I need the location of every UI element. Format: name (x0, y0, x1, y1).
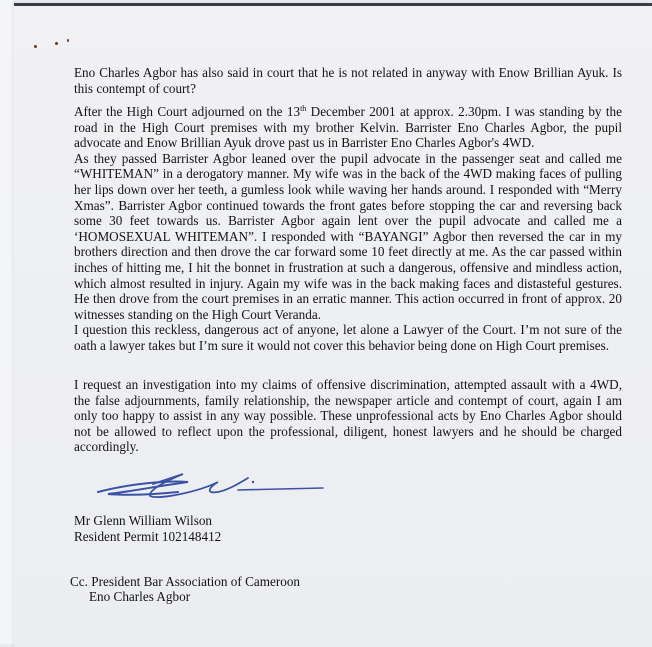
paragraph-events: As they passed Barrister Agbor leaned over the pupil advocate in the passenger seat and called me “WHITEMAN” in a derogatory manner. My wife was in the back of the 4WD making faces of pulling her lips down over her teeth, a gumless look while waving her hands around. I responded with “Merry Xmas”. Barrister Agbor continued towards the front gates before stopping the car and reversing back some 30 feet towards us. Barrister Agbor again lent over the pupil advocate and called me a ‘HOMOSEXUAL WHITEMAN”. I responded with “BAYANGI” Agbor then reversed the car in my brothers direction and then drove the car forward some 10 feet directly at me. As the car passed within inches of hitting me, I hit the bonnet in frustration at such a dangerous, offensive and mindless action, which almost resulted in injury. Again my wife was in the back making faces and distasteful gestures. He then drove from the court premises in an erratic manner. This action occurred in front of approx. 20 witnesses standing on the High Court Veranda. (74, 150, 622, 322)
cc-line-agbor: Eno Charles Agbor (89, 589, 191, 604)
signatory-name: Mr Glenn William Wilson (74, 513, 213, 528)
cc-line-bar-association: Cc. President Bar Association of Cameroon (70, 574, 301, 589)
paragraph-incident: After the High Court adjourned on the 13th December 2001 at approx. 2.30pm. I was standing by the road in the High Court premises with my brother Kelvin. Barrister Eno Charles Agbor, the pupil advocate and Enow Brillian Ayuk drove past us in Barrister Eno Charles Agbor's 4WD. As they passed Barrister Agbor leaned over the pupil advocate in the passenger seat and called me “WHITEMAN” in a derogatory manner. My wife was in the back of the 4WD making faces of pulling her lips down over her teeth, a gumless look while waving her hands around. I responded with “Merry Xmas”. Barrister Agbor continued towards the front gates before stopping the car and reversing back some 30 feet towards us. Barrister Agbor again lent over the pupil advocate and called me a ‘HOMOSEXUAL WHITEMAN”. I responded with “BAYANGI” Agbor then reversed the car in my brothers direction and then drove the car forward some 10 feet directly at me. As the car passed within inches of hitting me, I hit the bonnet in frustration at such a dangerous, offensive and mindless action, which almost resulted in injury. Again my wife was in the back making faces and distasteful gestures. He then drove from the court premises in an erratic manner. This action occurred in front of approx. 20 witnesses standing on the High Court Veranda. (74, 104, 622, 322)
resident-permit: Resident Permit 102148412 (74, 529, 222, 544)
paragraph-request: I request an investigation into my claims of offensive discrimination, attempted assault with a 4WD, the false adjournments, family relationship, the newspaper article and contempt of court, again I am only too happy to assist in any way possible. These unprofessional acts by Eno Charles Agbor should not be allowed to reflect upon the professional, diligent, honest lawyers and he should be charged accordingly. (74, 377, 622, 455)
signature-image (88, 470, 328, 510)
scan-edge (0, 0, 15, 644)
paragraph-contempt: Eno Charles Agbor has also said in court that he is not related in anyway with Enow Brillian Ayuk. Is this contempt of court? (74, 65, 622, 96)
paragraph-question: I question this reckless, dangerous act of anyone, let alone a Lawyer of the Court. I’m not sure of the oath a lawyer takes but I’m sure it would not cover this behavior being done on High Court premises. (74, 322, 622, 353)
